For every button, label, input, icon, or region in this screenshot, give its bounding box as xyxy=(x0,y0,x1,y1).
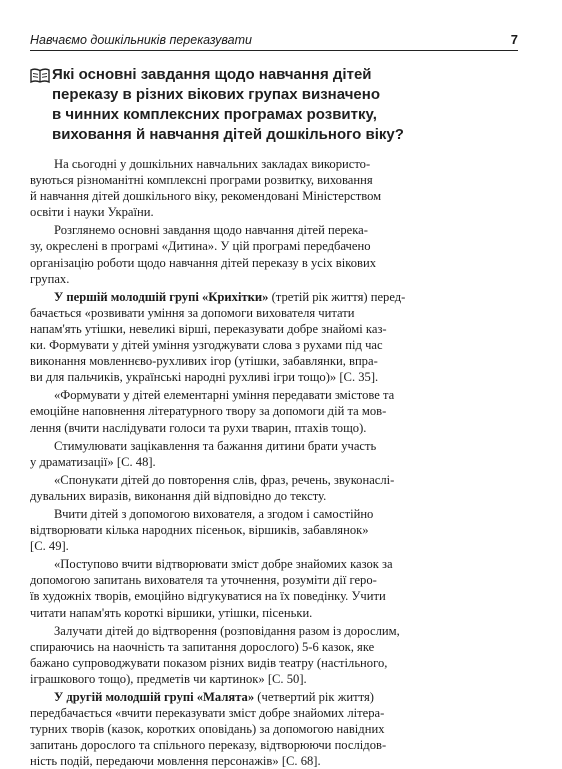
text-run: (четвертий рік життя) xyxy=(254,690,374,704)
text-line: іграшкового тощо), предметів чи картинок» [С. 50]. xyxy=(30,671,307,686)
group-name: У другій молодшій групі «Малята» xyxy=(54,690,255,704)
text-line: відтворювати кілька народних пісеньок, віршиків, забавлянок» xyxy=(30,523,369,538)
text-line: Залучати дітей до відтворення (розповідання разом із дорослим, xyxy=(54,623,400,638)
text-line: «Поступово вчити відтворювати зміст добре знайомих казок за xyxy=(54,557,393,572)
text-line: зу, окреслені в програмі «Дитина». У цій програмі передбачено xyxy=(30,239,371,254)
running-header xyxy=(30,32,518,51)
paragraph xyxy=(30,156,518,220)
text-line: бажано супроводжувати показом різних видів театру (настільного, xyxy=(30,655,388,670)
text-line: турних творів (казок, коротких оповідань) за допомогою навідних xyxy=(30,722,385,737)
text-line: Вчити дітей з допомогою вихователя, а згодом і самостійно xyxy=(54,506,374,521)
text-line: Стимулювати зацікавлення та бажання дитини брати участь xyxy=(54,438,377,453)
text-line: організацію роботи щодо навчання дітей переказу в усіх вікових xyxy=(30,255,377,270)
paragraph xyxy=(30,472,518,504)
text-line xyxy=(30,289,518,305)
question-heading xyxy=(52,65,404,145)
text-line: ки. Формувати у дітей уміння узгоджувати слова з рухами під час xyxy=(30,338,383,353)
page-number: 7 xyxy=(510,32,518,47)
text-line: На сьогодні у дошкільних навчальних закладах використо- xyxy=(54,157,371,171)
text-line: їв художніх творів, емоційно відгукуватися на їх поведінку. Учити xyxy=(30,589,386,604)
paragraph xyxy=(30,506,518,554)
text-line: спираючись на наочність та запитання дорослого) 5-6 казок, яке xyxy=(30,639,375,654)
text-line: запитань дорослого та спільного переказу, відтворюючи послідов- xyxy=(30,738,387,753)
question-line: переказу в різних вікових групах визначено xyxy=(52,86,380,103)
text-line: у драматизації» [С. 48]. xyxy=(30,454,156,469)
text-line: й навчання дітей дошкільного віку, рекомендовані Міністерством xyxy=(30,189,382,204)
text-line xyxy=(30,689,518,705)
text-line: [С. 49]. xyxy=(30,539,69,554)
paragraph xyxy=(30,387,518,435)
text-line: читати напам'ять короткі віршики, утішки, пісеньки. xyxy=(30,605,313,620)
paragraph xyxy=(30,689,518,769)
paragraph xyxy=(30,623,518,687)
body-text xyxy=(30,156,518,769)
text-line: лення (вчити наслідувати голоси та рухи тварин, птахів тощо). xyxy=(30,420,367,435)
text-line: емоційне наповнення літературного твору за допомоги дій та мов- xyxy=(30,404,387,419)
section-question xyxy=(30,65,518,145)
text-line: напам'ять утішки, невеликі вірші, переказувати добре знайомі каз- xyxy=(30,321,387,336)
group-name: У першій молодшій групі «Крихітки» xyxy=(54,289,269,304)
text-line: освіти і науки України. xyxy=(30,205,154,220)
text-line: ви для пальчиків, українські народні рухливі ігри тощо)» [С. 35]. xyxy=(30,370,379,385)
paragraph xyxy=(30,289,518,386)
text-line: «Спонукати дітей до повторення слів, фраз, речень, звуконаслі- xyxy=(54,472,395,487)
open-book-icon xyxy=(30,67,52,145)
text-line: групах. xyxy=(30,271,70,286)
text-line: Розглянемо основні завдання щодо навчання дітей перека- xyxy=(54,223,368,238)
text-line: ність подій, передаючи мовлення персонажів» [С. 68]. xyxy=(30,754,321,769)
text-line: передбачається «вчити переказувати зміст добре знайомих літера- xyxy=(30,706,385,721)
text-line: дувальних виразів, виконання дій відповідно до тексту. xyxy=(30,488,327,503)
text-line: бачається «розвивати уміння за допомоги вихователя читати xyxy=(30,305,355,320)
paragraph xyxy=(30,438,518,470)
question-line: в чинних комплексних програмах розвитку, xyxy=(52,106,377,123)
text-line: допомогою запитань вихователя та уточнення, розуміти дії геро- xyxy=(30,573,377,588)
paragraph xyxy=(30,556,518,620)
paragraph xyxy=(30,222,518,286)
text-line: виконання мовленнєво-рухливих ігор (утішки, забавлянки, впра- xyxy=(30,354,378,369)
running-title: Навчаємо дошкільників переказувати xyxy=(30,33,252,47)
text-line: «Формувати у дітей елементарні уміння передавати змістове та xyxy=(54,388,395,403)
text-run: (третій рік життя) перед- xyxy=(268,289,406,304)
question-line: виховання й навчання дітей дошкільного віку? xyxy=(52,126,404,143)
text-line: вуються різноманітні комплексні програми розвитку, виховання xyxy=(30,173,373,188)
question-line: Які основні завдання щодо навчання дітей xyxy=(52,66,372,83)
